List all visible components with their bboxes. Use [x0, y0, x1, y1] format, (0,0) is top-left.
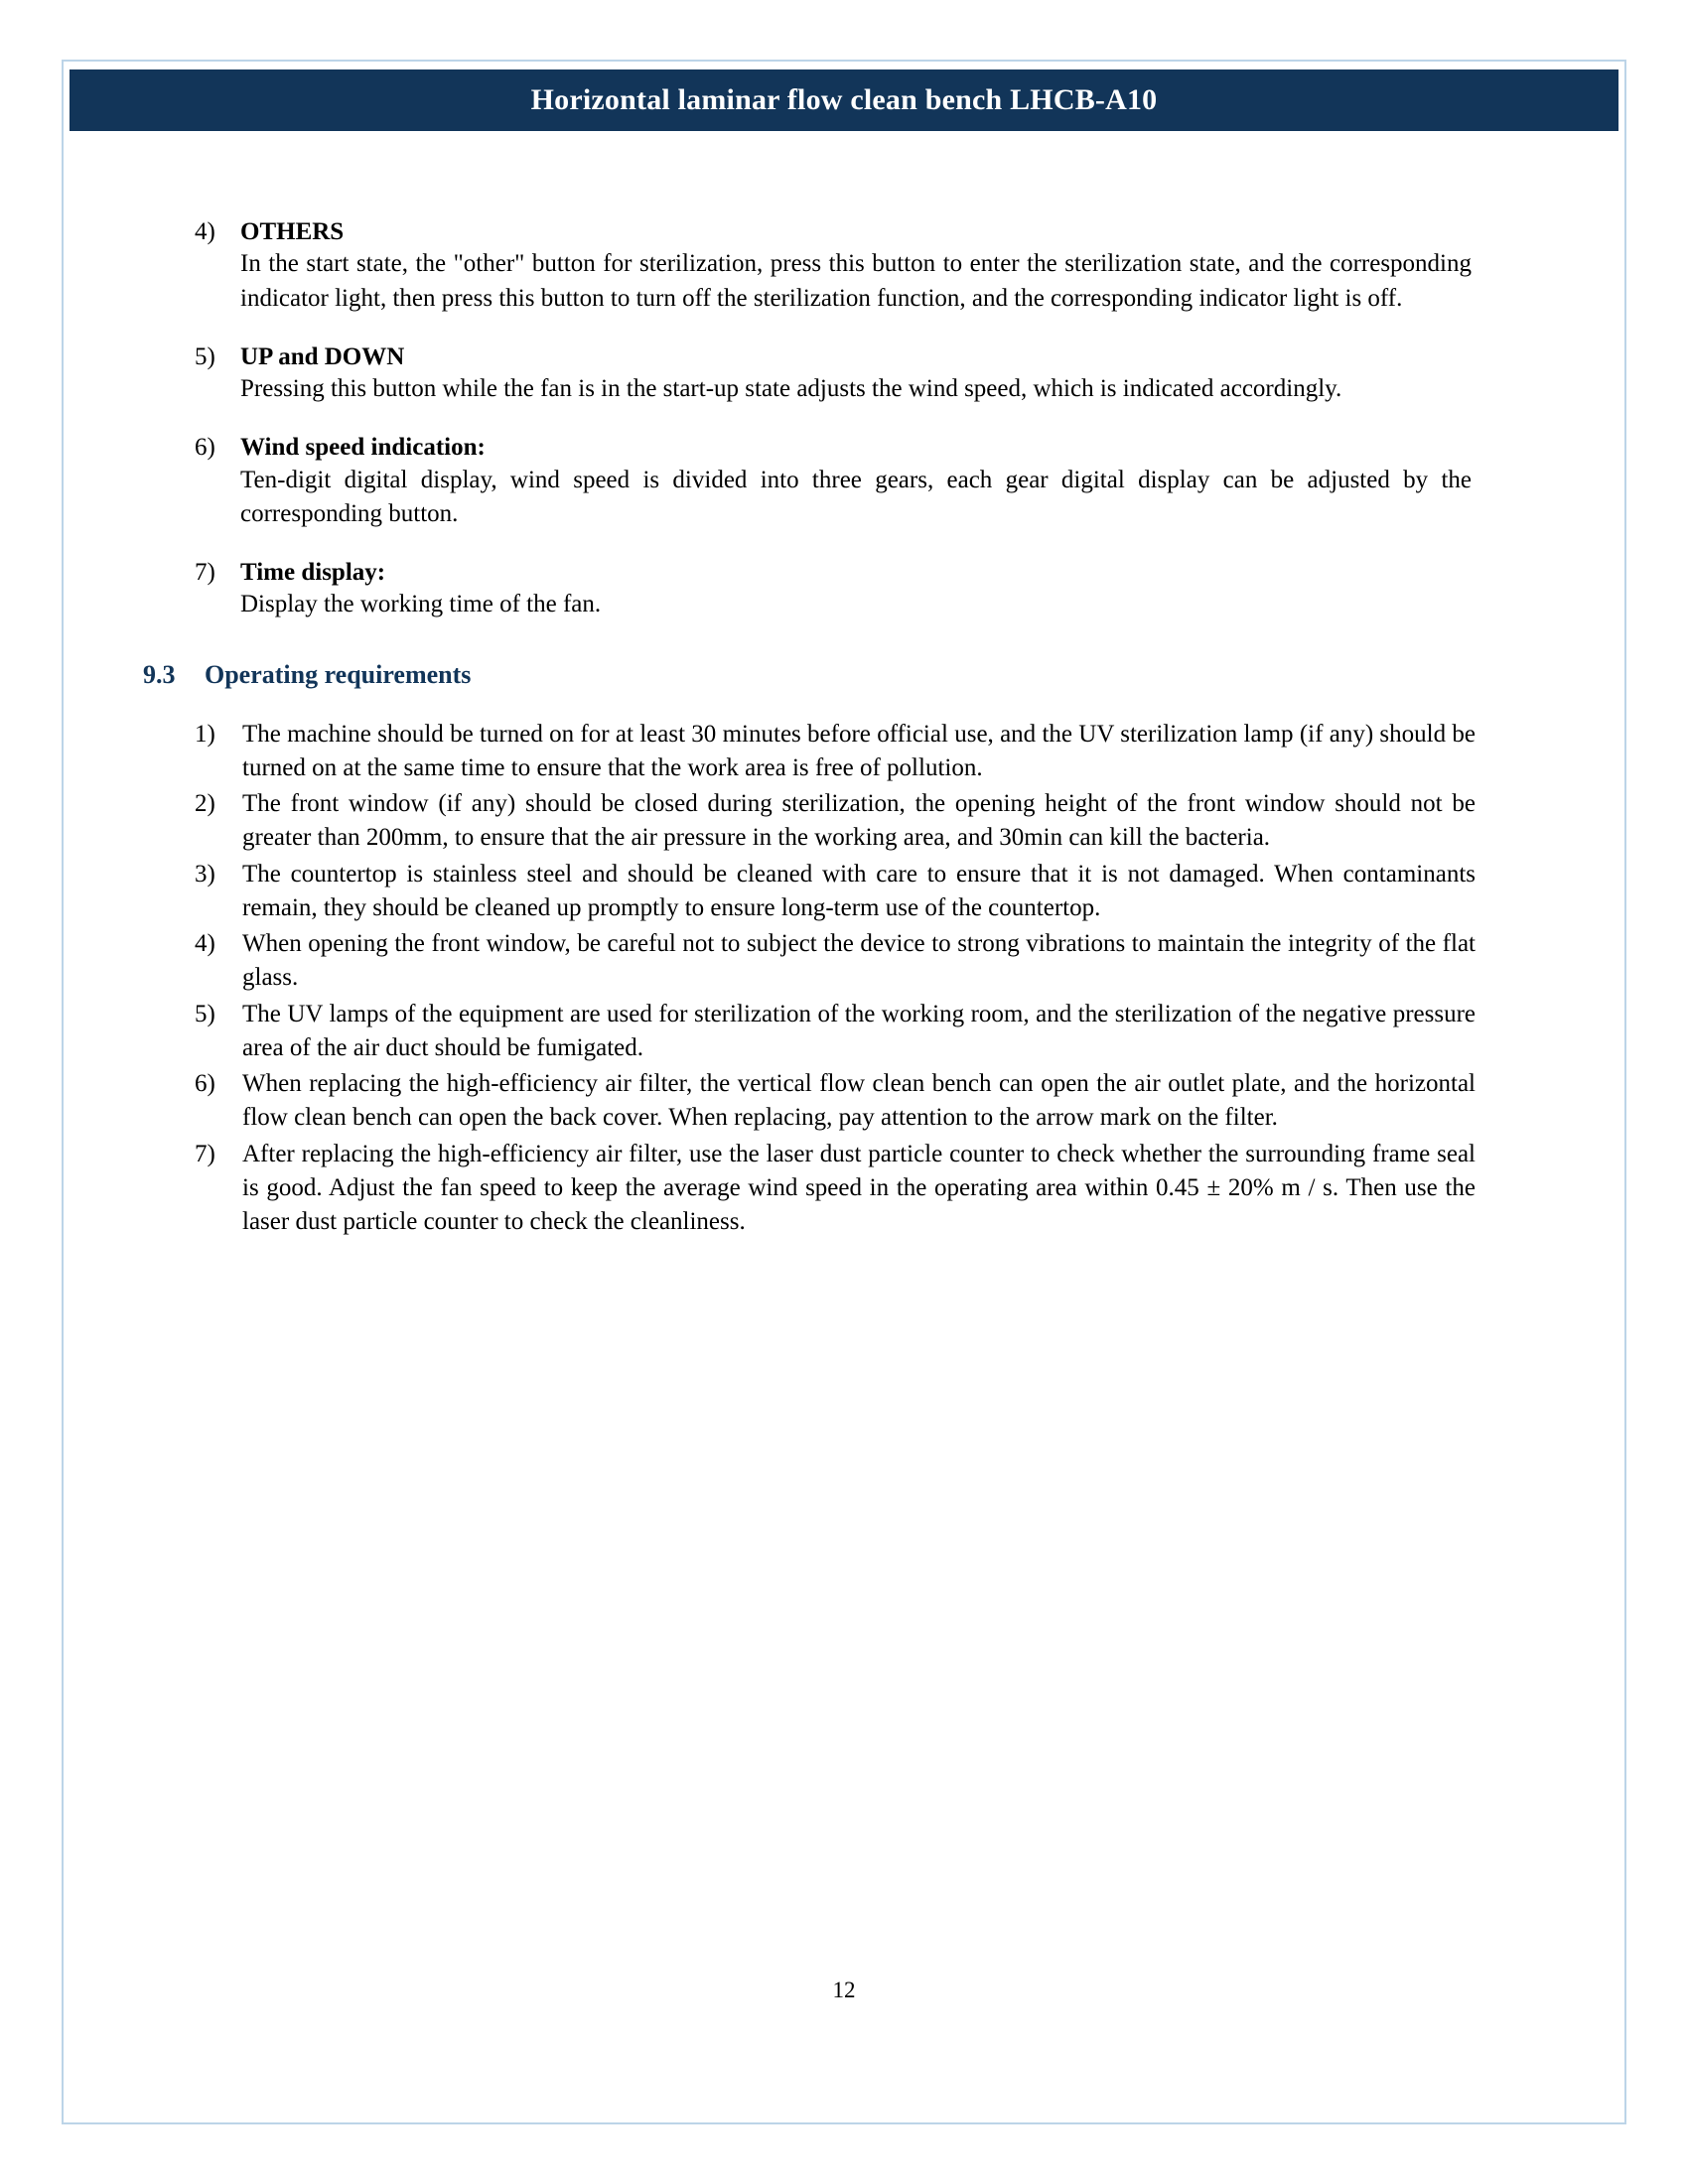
list-item-number: 7): [195, 1140, 215, 1167]
list-item-number: 3): [195, 860, 215, 887]
list-item-text: When opening the front window, be careful not to subject the device to strong vibrations to maintain the integrity of the flat glass.: [242, 930, 1476, 992]
list-item-number: 4): [195, 930, 215, 957]
list-item-number: 1): [195, 720, 215, 748]
sub-item-heading: [195, 557, 1476, 588]
list-item: [195, 718, 1476, 786]
section-number: 9.3: [143, 659, 176, 689]
list-item: [195, 216, 1476, 316]
list-item: [195, 927, 1476, 996]
document-title: Horizontal laminar flow clean bench LHCB-A10: [530, 83, 1158, 116]
list-item: [195, 1067, 1476, 1136]
list-item: [195, 787, 1476, 856]
list-item: [195, 341, 1476, 407]
list-item-text: The machine should be turned on for at least 30 minutes before official use, and the UV sterilization lamp (if any) should be turned on at the same time to ensure that the work area is free of pollution.: [242, 720, 1476, 781]
sub-item-body: Ten-digit digital display, wind speed is divided into three gears, each gear digital display can be adjusted by the corresponding button.: [240, 466, 1472, 527]
sub-item-heading: [195, 341, 1476, 372]
sub-item-number: 7): [195, 559, 215, 586]
list-item: [195, 998, 1476, 1066]
sub-item-heading: [195, 216, 1476, 247]
sub-item-number: 4): [195, 218, 215, 245]
page-number: 12: [832, 1978, 856, 2002]
page-content: [143, 216, 1476, 1241]
list-item: [195, 858, 1476, 926]
list-item-number: 6): [195, 1070, 215, 1097]
list-item: [195, 1138, 1476, 1240]
sub-item-body: Display the working time of the fan.: [240, 591, 602, 618]
list-item-text: The countertop is stainless steel and should be cleaned with care to ensure that it is not damaged. When contaminants remain, they should be cleaned up promptly to ensure long-term use of the countertop.: [242, 860, 1476, 921]
page-header-banner: [70, 69, 1618, 131]
list-item: [195, 557, 1476, 622]
list-item: [195, 432, 1476, 531]
sub-item-body: Pressing this button while the fan is in the start-up state adjusts the wind speed, which is indicated accordingly.: [240, 375, 1342, 402]
sub-item-number: 6): [195, 434, 215, 462]
list-item-text: The front window (if any) should be closed during sterilization, the opening height of the front window should not be greater than 200mm, to ensure that the air pressure in the working area, and 30min can kill the bacteria.: [242, 790, 1476, 852]
sub-item-title: UP and DOWN: [240, 342, 405, 370]
list-item-number: 5): [195, 1000, 215, 1027]
sub-item-title: OTHERS: [240, 218, 345, 245]
section-heading: [143, 660, 1476, 690]
sub-item-number: 5): [195, 342, 215, 370]
list-item-text: When replacing the high-efficiency air filter, the vertical flow clean bench can open the air outlet plate, and the horizontal flow clean bench can open the back cover. When replacing, pay attention to the arrow mark on the filter.: [242, 1070, 1476, 1132]
operating-requirements-list: [195, 718, 1476, 1240]
list-item-text: After replacing the high-efficiency air filter, use the laser dust particle counter to check whether the surrounding frame seal is good. Adjust the fan speed to keep the average wind speed in the operating area within 0.45 ± 20% m / s. Then use the laser dust particle counter to check the cleanliness.: [242, 1140, 1476, 1235]
list-item-number: 2): [195, 790, 215, 817]
sub-item-title: Wind speed indication:: [240, 434, 486, 462]
sub-item-title: Time display:: [240, 559, 386, 586]
sub-item-body: In the start state, the "other" button for sterilization, press this button to enter the sterilization state, and the corresponding indicator light, then press this button to turn off the sterilization function, and the corresponding indicator light is off.: [240, 250, 1472, 312]
sub-item-heading: [195, 432, 1476, 463]
list-item-text: The UV lamps of the equipment are used for sterilization of the working room, and the sterilization of the negative pressure area of the air duct should be fumigated.: [242, 1000, 1476, 1061]
section-title: Operating requirements: [205, 659, 472, 689]
